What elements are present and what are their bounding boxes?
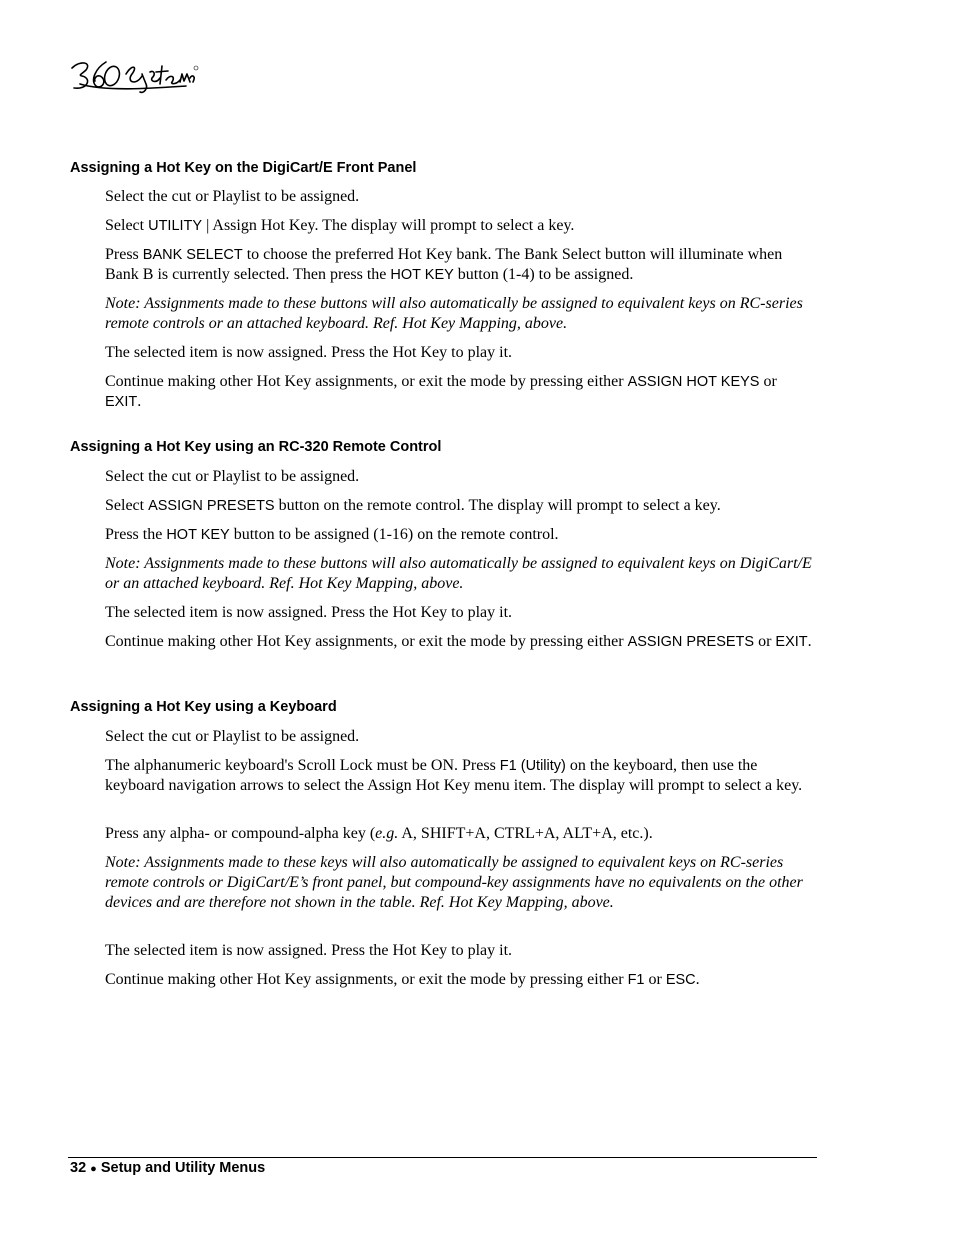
key-name: HOT KEY: [166, 527, 230, 543]
paragraph: The selected item is now assigned. Press the Hot Key to play it.: [105, 604, 513, 621]
paragraph: Continue making other Hot Key assignments, or exit the mode by pressing either ASSIGN HOT KEYS or EXIT.: [105, 373, 777, 410]
paragraph: Press BANK SELECT to choose the preferred Hot Key bank. The Bank Select button will illuminate when Bank B is currently selected. Then press the HOT KEY button (1-4) to be assigned.: [105, 246, 783, 283]
paragraph: Select the cut or Playlist to be assigned.: [105, 188, 360, 205]
paragraph: Continue making other Hot Key assignments, or exit the mode by pressing either ASSIGN PRESETS or EXIT.: [105, 633, 812, 650]
paragraph: Select UTILITY | Assign Hot Key. The display will prompt to select a key.: [105, 217, 575, 234]
key-name: EXIT: [105, 394, 138, 410]
key-name: HOT KEY: [390, 267, 454, 283]
360-systems-logo: [66, 54, 201, 96]
section-heading-keyboard: Assigning a Hot Key using a Keyboard: [70, 699, 337, 715]
key-name: ASSIGN HOT KEYS: [627, 374, 760, 390]
note: Note: Assignments made to these buttons will also automatically be assigned to equivalent keys on DigiCart/E or an attached keyboard. Ref. Hot Key Mapping, above.: [105, 555, 812, 592]
paragraph: The selected item is now assigned. Press the Hot Key to play it.: [105, 344, 513, 361]
key-name: EXIT: [775, 634, 808, 650]
paragraph: Press any alpha- or compound-alpha key (e.g. A, SHIFT+A, CTRL+A, ALT+A, etc.).: [105, 825, 653, 842]
paragraph: Select ASSIGN PRESETS button on the remote control. The display will prompt to select a key.: [105, 497, 721, 514]
paragraph: Select the cut or Playlist to be assigned.: [105, 728, 360, 745]
footer-chapter-title: Setup and Utility Menus: [100, 1160, 266, 1176]
paragraph: The selected item is now assigned. Press the Hot Key to play it.: [105, 942, 513, 959]
key-name: F1: [627, 972, 645, 988]
key-name: BANK SELECT: [142, 247, 243, 263]
page-number: 32: [70, 1160, 87, 1176]
page-footer: [70, 1160, 265, 1178]
logo-mark: [66, 54, 201, 96]
paragraph: Continue making other Hot Key assignments, or exit the mode by pressing either F1 or ESC.: [105, 971, 700, 988]
section-heading-front-panel: Assigning a Hot Key on the DigiCart/E Front Panel: [70, 160, 417, 176]
key-name: F1 (Utility): [499, 758, 566, 774]
paragraph: Select the cut or Playlist to be assigned.: [105, 468, 360, 485]
note: Note: Assignments made to these keys will also automatically be assigned to equivalent keys on RC-series remote controls or DigiCart/E’s front panel, but compound-key assignments have no equivalents on the other devices and are therefore not shown in the table. Ref. Hot Key Mapping, above.: [105, 854, 803, 911]
footer-divider: [68, 1157, 817, 1158]
paragraph: Press the HOT KEY button to be assigned (1-16) on the remote control.: [105, 526, 559, 543]
key-name: ASSIGN PRESETS: [627, 634, 755, 650]
note: Note: Assignments made to these buttons will also automatically be assigned to equivalent keys on RC-series remote controls or an attached keyboard. Ref. Hot Key Mapping, above.: [105, 295, 803, 332]
section-heading-remote-control: Assigning a Hot Key using an RC-320 Remote Control: [70, 439, 442, 455]
key-name: UTILITY: [148, 218, 203, 234]
footer-bullet: ●: [90, 1163, 97, 1175]
key-name: ESC: [665, 972, 696, 988]
key-name: ASSIGN PRESETS: [148, 498, 275, 514]
paragraph: The alphanumeric keyboard's Scroll Lock must be ON. Press F1 (Utility) on the keyboard, then use the keyboard navigation arrows to select the Assign Hot Key menu item. The display will prompt to select a key.: [105, 757, 803, 794]
